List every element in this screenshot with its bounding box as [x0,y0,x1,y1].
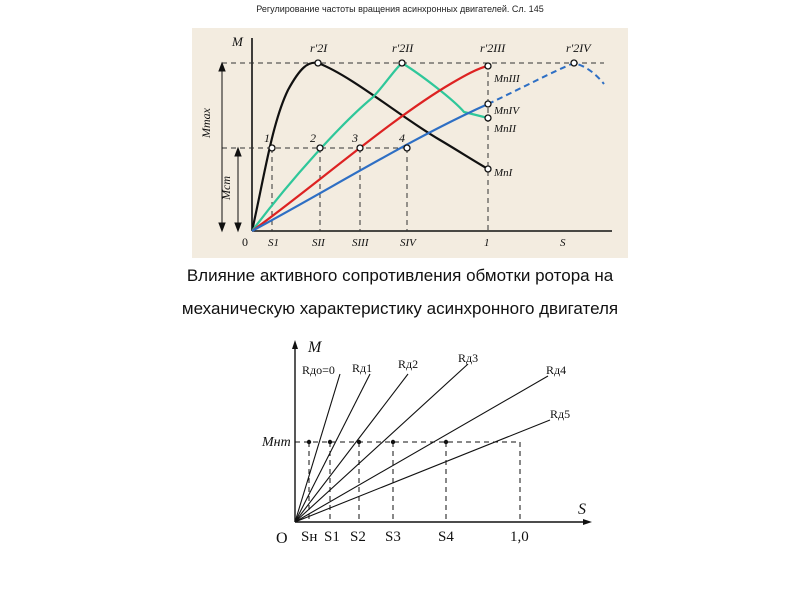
tick-one: 1 [484,237,490,249]
end-mpII: MпII [494,123,516,135]
point-2-label: 2 [310,131,316,145]
tick-s3: S3 [385,529,401,545]
slide-header: Регулирование частоты вращения асинхронных двигателей. Сл. 145 [256,4,544,14]
axis-s-label: S [578,501,586,518]
tick-sIII: SIII [352,237,369,249]
s-axis-arrow [583,519,592,525]
caption-line-1: Влияние активного сопротивления обмотки ротора на [186,266,614,285]
m-axis-arrow [292,340,298,349]
tick-one: 1,0 [510,529,529,545]
label-rd0: Rдо=0 [302,363,335,377]
tick-sn: Sн [301,529,318,545]
tick-s2: S2 [350,529,366,545]
mnt-label: Mнт [262,435,291,450]
origin-label: 0 [242,235,248,249]
point-4-label: 4 [399,131,405,145]
peak-r2I: r'2I [310,41,328,55]
end-mpI: MпI [494,167,513,179]
origin-label: O [276,530,288,547]
label-rd3: Rд3 [458,351,479,365]
end-mpIV: MпIV [494,105,520,117]
label-rd1: Rд1 [352,361,373,375]
axis-m-label: M [308,339,322,356]
axis-m-label: M [232,34,243,49]
tick-s1: S1 [324,529,340,545]
label-rd4: Rд4 [546,363,567,377]
tick-sIV: SIV [400,237,416,249]
linear-characteristics-diagram [262,336,598,560]
point-1-label: 1 [264,131,270,145]
label-rd2: Rд2 [398,357,419,371]
tick-s4: S4 [438,529,454,545]
end-mpIII: MпIII [494,73,520,85]
label-rd5: Rд5 [550,407,571,421]
peak-r2III: r'2III [480,41,506,55]
caption-line-2: механическую характеристику асинхронного двигателя [181,299,619,318]
tick-s: S [560,237,566,249]
mct-label: Mст [219,176,233,200]
point-3-label: 3 [352,131,358,145]
tick-sII: SII [312,237,325,249]
resistance-lines [295,364,550,522]
tick-s1: S1 [268,237,279,249]
mmax-label: Mmax [199,108,213,138]
peak-r2II: r'2II [392,41,414,55]
peak-r2IV: r'2IV [566,41,591,55]
guide-lines [295,442,520,522]
torque-slip-diagram [192,28,628,258]
